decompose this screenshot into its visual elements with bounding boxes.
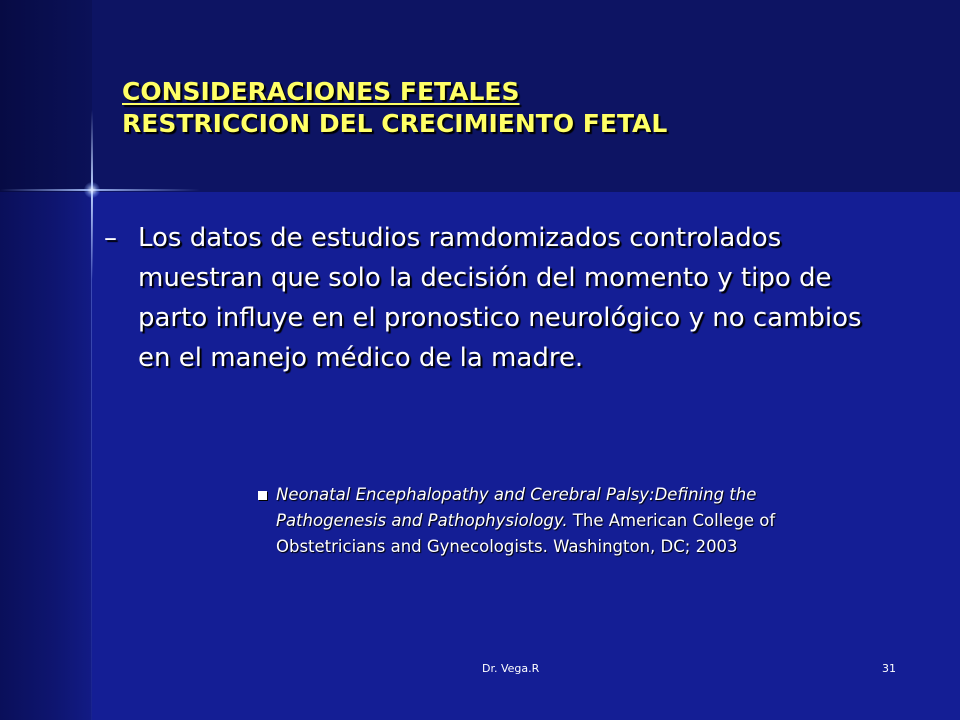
reference-source: The American College of Obstetricians and Gynecologists. Washington, DC; 2003 bbox=[276, 511, 776, 556]
slide-title bbox=[122, 76, 922, 140]
reference-title: Neonatal Encephalopathy and Cerebral Palsy:Defining the Pathogenesis and Pathophysiology. bbox=[276, 485, 757, 530]
dash-bullet: – bbox=[104, 223, 117, 253]
sparkle-horizontal-decoration bbox=[0, 189, 200, 191]
title-line-1: CONSIDERACIONES FETALES bbox=[122, 77, 520, 106]
reference-text bbox=[270, 482, 868, 560]
body-paragraph-text: Los datos de estudios ramdomizados controlados muestran que solo la decisión del momento y tipo de parto influye en el pronostico neurológico y no cambios en el manejo médico de la madre. bbox=[138, 223, 862, 373]
square-bullet-icon bbox=[258, 488, 270, 560]
reference-citation bbox=[258, 482, 868, 560]
corner-band-decoration bbox=[0, 0, 92, 192]
footer-author: Dr. Vega.R bbox=[482, 662, 540, 675]
page-number: 31 bbox=[882, 662, 896, 675]
title-line-2: RESTRICCION DEL CRECIMIENTO FETAL bbox=[122, 109, 668, 138]
sparkle-star-icon bbox=[84, 182, 100, 198]
body-paragraph bbox=[104, 218, 894, 378]
